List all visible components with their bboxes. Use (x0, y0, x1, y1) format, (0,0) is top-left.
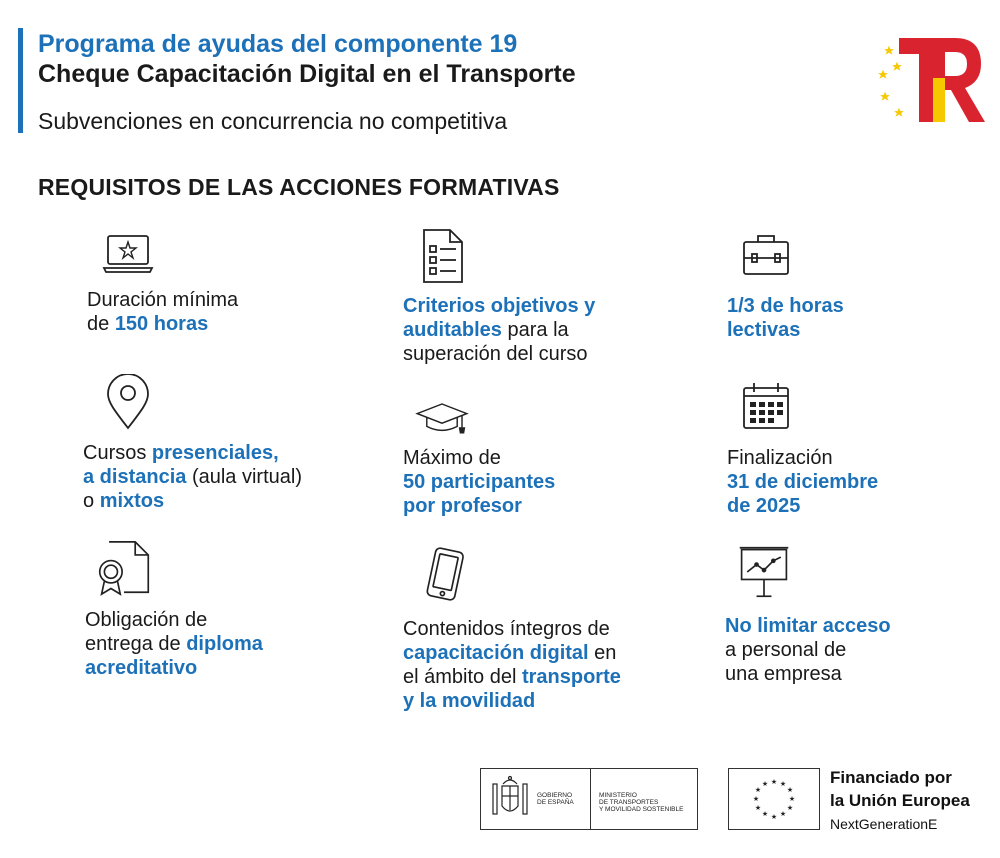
plain-text: o (83, 490, 100, 512)
item-line (727, 294, 844, 318)
svg-text:★: ★ (754, 786, 762, 794)
graduation-cap-icon (414, 392, 470, 448)
coat-of-arms-icon (490, 774, 530, 824)
briefcase-icon (740, 230, 796, 286)
item-line (403, 689, 621, 713)
item-line (85, 632, 263, 656)
svg-text:★: ★ (770, 778, 778, 786)
svg-text:★: ★ (786, 786, 794, 794)
item-line (403, 318, 595, 342)
plain-text: Obligación de (85, 609, 208, 631)
item-line (725, 662, 891, 686)
plain-text: Cursos (83, 442, 152, 464)
calendar-icon (740, 380, 796, 436)
highlight-text: 50 participantes (403, 471, 556, 493)
svg-text:★: ★ (770, 813, 778, 821)
plain-text: una empresa (725, 663, 842, 685)
item-line (83, 465, 302, 489)
item-line (403, 494, 555, 518)
plain-text: Contenidos íntegros de (403, 618, 610, 640)
footer-separator (590, 768, 591, 830)
highlight-text: presenciales, (151, 442, 279, 464)
item-line (403, 342, 595, 366)
location-pin-icon (104, 374, 160, 430)
presentation-board-icon (736, 544, 792, 600)
item-line (403, 446, 555, 470)
highlight-text: 150 horas (114, 313, 209, 335)
item-line (403, 641, 621, 665)
section-title: REQUISITOS DE LAS ACCIONES FORMATIVAS (38, 174, 560, 200)
highlight-text: auditables (403, 319, 502, 341)
item-duration-text (87, 288, 238, 336)
plain-text: entrega de (85, 633, 187, 655)
highlight-text: acreditativo (85, 657, 198, 679)
item-access-text (725, 614, 891, 686)
gobierno-espana-label: GOBIERNO DE ESPAÑA (537, 792, 574, 806)
highlight-text: y la movilidad (403, 690, 536, 712)
plain-text: de (87, 313, 115, 335)
item-participants-text (403, 446, 555, 518)
page-title: Programa de ayudas del componente 19 (38, 30, 518, 58)
svg-text:★: ★ (786, 804, 794, 812)
highlight-text: de 2025 (727, 495, 801, 517)
svg-text:★: ★ (761, 810, 769, 818)
plain-text: Máximo de (403, 447, 501, 469)
svg-text:★: ★ (779, 780, 787, 788)
item-diploma-text (85, 608, 263, 680)
highlight-text: transporte (521, 666, 621, 688)
eu-stars-icon (744, 774, 804, 824)
item-line (85, 656, 263, 680)
plain-text: el ámbito del (403, 666, 522, 688)
item-criteria-text (403, 294, 595, 366)
laptop-star-icon (102, 230, 158, 286)
svg-text:★: ★ (761, 780, 769, 788)
highlight-text: diploma (186, 633, 263, 655)
item-line (727, 318, 844, 342)
highlight-text: capacitación digital (403, 642, 589, 664)
header-accent-bar (18, 28, 23, 133)
item-line (725, 638, 891, 662)
highlight-text: mixtos (99, 490, 165, 512)
plain-text: superación del curso (403, 343, 588, 365)
item-line (727, 494, 878, 518)
financiado-line1: Financiado por (830, 768, 952, 787)
item-line (727, 446, 878, 470)
item-line (403, 617, 621, 641)
item-line (725, 614, 891, 638)
nextgeneration-label: NextGenerationE (830, 816, 938, 832)
highlight-text: Criterios objetivos y (403, 295, 596, 317)
plain-text: para la (501, 319, 569, 341)
plain-text: Finalización (727, 447, 833, 469)
item-modality-text (83, 441, 302, 513)
highlight-text: 1/3 de horas (727, 295, 844, 317)
item-hours-text (727, 294, 844, 342)
highlight-text: 31 de diciembre (727, 471, 879, 493)
smartphone-icon (420, 546, 476, 602)
diploma-certificate-icon (96, 540, 152, 596)
item-deadline-text (727, 446, 878, 518)
checklist-document-icon (418, 228, 474, 284)
plain-text: a personal de (725, 639, 847, 661)
item-line (403, 470, 555, 494)
item-line (83, 489, 302, 513)
highlight-text: lectivas (727, 319, 801, 341)
svg-text:★: ★ (752, 795, 760, 803)
item-line (87, 288, 238, 312)
highlight-text: por profesor (403, 495, 522, 517)
plain-text: (aula virtual) (186, 466, 302, 488)
svg-text:★: ★ (788, 795, 796, 803)
financiado-line2: la Unión Europea (830, 791, 970, 810)
svg-text:★: ★ (779, 810, 787, 818)
item-line (83, 441, 302, 465)
plain-text: Duración mínima (87, 289, 239, 311)
page-subtitle: Cheque Capacitación Digital en el Transporte (38, 60, 576, 88)
highlight-text: a distancia (83, 466, 187, 488)
ministerio-label: MINISTERIO DE TRANSPORTES Y MOVILIDAD SOSTENIBLE (599, 792, 684, 813)
page-tagline: Subvenciones en concurrencia no competitiva (38, 108, 508, 134)
item-line (403, 665, 621, 689)
item-line (403, 294, 595, 318)
item-line (87, 312, 238, 336)
tr-logo-icon (873, 30, 988, 130)
highlight-text: No limitar acceso (725, 615, 891, 637)
item-line (85, 608, 263, 632)
svg-text:★: ★ (754, 804, 762, 812)
item-line (727, 470, 878, 494)
item-contents-text (403, 617, 621, 713)
plain-text: en (588, 642, 617, 664)
